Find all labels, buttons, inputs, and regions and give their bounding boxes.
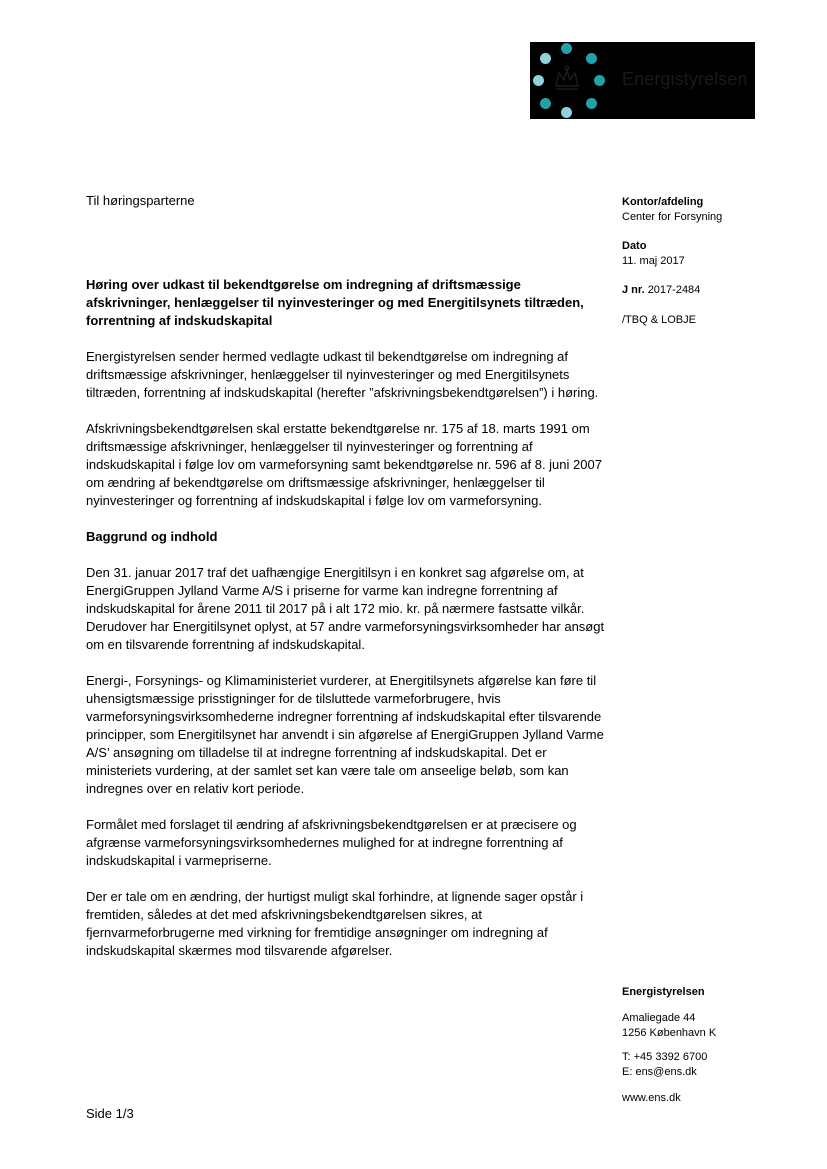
contact-org (622, 985, 705, 1000)
crown-icon (552, 64, 582, 94)
contact-address (622, 1011, 716, 1041)
date-block (622, 239, 685, 269)
logo-dot (561, 107, 572, 118)
contact-web: www.ens.dk (622, 1092, 681, 1104)
contact-phone: T: +45 3392 6700 (622, 1051, 708, 1063)
office-value: Center for Forsyning (622, 211, 723, 223)
letter-title: Høring over udkast til bekendtgørelse om indregning af driftsmæssige afskrivninger, henlæggelser til nyinvesteringer og med Energitilsynets tiltræden, forrentning af indskudskapital (86, 277, 584, 328)
agency-logo (530, 42, 755, 119)
logo-dot (594, 75, 605, 86)
page-number: Side 1/3 (86, 1106, 134, 1121)
paragraph: Energi-, Forsynings- og Klimaministeriet vurderer, at Energitilsynets afgørelse kan føre til uhensigtsmæssige prisstigninger for de tilsluttede varmeforbrugere, hvis varmeforsyningsvirksomhederne indregner forrentning af indskudskapital efter tilsvarende principper, som Energitilsynet har anvendt i sin afgørelse af EnergiGruppen Jylland Varme A/S’ ansøgning om tilladelse til at indregne forrentning af indskudskapital. Det er ministeriets vurdering, at der samlet set kan være tale om anseelige beløb, som kan indregnes over en relativ kort periode. (86, 673, 604, 796)
journal-number (622, 283, 700, 298)
date-label: Dato (622, 240, 647, 252)
contact-city: 1256 København K (622, 1027, 717, 1039)
recipient-line: Til høringsparterne (86, 193, 195, 208)
case-initials: /TBQ & LOBJE (622, 314, 696, 326)
section-heading: Baggrund og indhold (86, 529, 218, 544)
logo-dot (540, 98, 551, 109)
contact-street: Amaliegade 44 (622, 1012, 696, 1024)
logo-dot (586, 53, 597, 64)
office-block (622, 195, 722, 225)
paragraph: Formålet med forslaget til ændring af afskrivningsbekendtgørelsen er at præcisere og afgrænse varmeforsyningsvirksomhedernes mulighed for at indregne forrentning af indskudskapital i varmepriserne. (86, 817, 577, 868)
contact-email: E: ens@ens.dk (622, 1066, 697, 1078)
journal-label: J nr. (622, 284, 645, 296)
contact-org-name: Energistyrelsen (622, 986, 705, 998)
contact-phone-email (622, 1050, 707, 1080)
logo-dot (533, 75, 544, 86)
date-value: 11. maj 2017 (622, 255, 685, 267)
office-label: Kontor/afdeling (622, 196, 704, 208)
logo-wordmark: Energistyrelsen (622, 69, 748, 89)
paragraph: Der er tale om en ændring, der hurtigst muligt skal forhindre, at lignende sager opstår i fremtiden, således at det med afskrivningsbekendtgørelsen sikres, at fjernvarmeforbrugerne med virkning for fremtidige ansøgninger om indregning af indskudskapital skærmes mod tilsvarende afgørelser. (86, 889, 584, 958)
journal-value: 2017-2484 (647, 284, 701, 296)
paragraph: Afskrivningsbekendtgørelsen skal erstatte bekendtgørelse nr. 175 af 18. marts 1991 om driftsmæssige afskrivninger, henlæggelser til nyinvesteringer og forrentning af indskudskapital i følge lov om varmeforsyning samt bekendtgørelse nr. 596 af 8. juni 2007 om ændring af bekendtgørelse om driftsmæssige afskrivninger, henlæggelser til nyinvesteringer og forrentning af indskudskapital i følge lov om varmeforsyning. (86, 421, 602, 508)
logo-dot (561, 43, 572, 54)
paragraph: Den 31. januar 2017 traf det uafhængige Energitilsyn i en konkret sag afgørelse om, at EnergiGruppen Jylland Varme A/S i priserne for varme kan indregne forrentning af indskudskapital for årene 2011 til 2017 på i alt 172 mio. kr. på nærmere fastsatte vilkår. Derudover har Energitilsynet oplyst, at 57 andre varmeforsyningsvirksomheder har ansøgt om en tilsvarende forrentning af indskudskapital. (86, 565, 605, 652)
logo-dot (586, 98, 597, 109)
paragraph: Energistyrelsen sender hermed vedlagte udkast til bekendtgørelse om indregning af driftsmæssige afskrivninger, henlæggelser til nyinvesteringer og med Energitilsynets tiltræden, forrentning af indskudskapital (herefter ”afskrivningsbekendtgørelsen”) i høring. (86, 349, 599, 400)
letter-body (86, 276, 606, 978)
logo-dot (540, 53, 551, 64)
